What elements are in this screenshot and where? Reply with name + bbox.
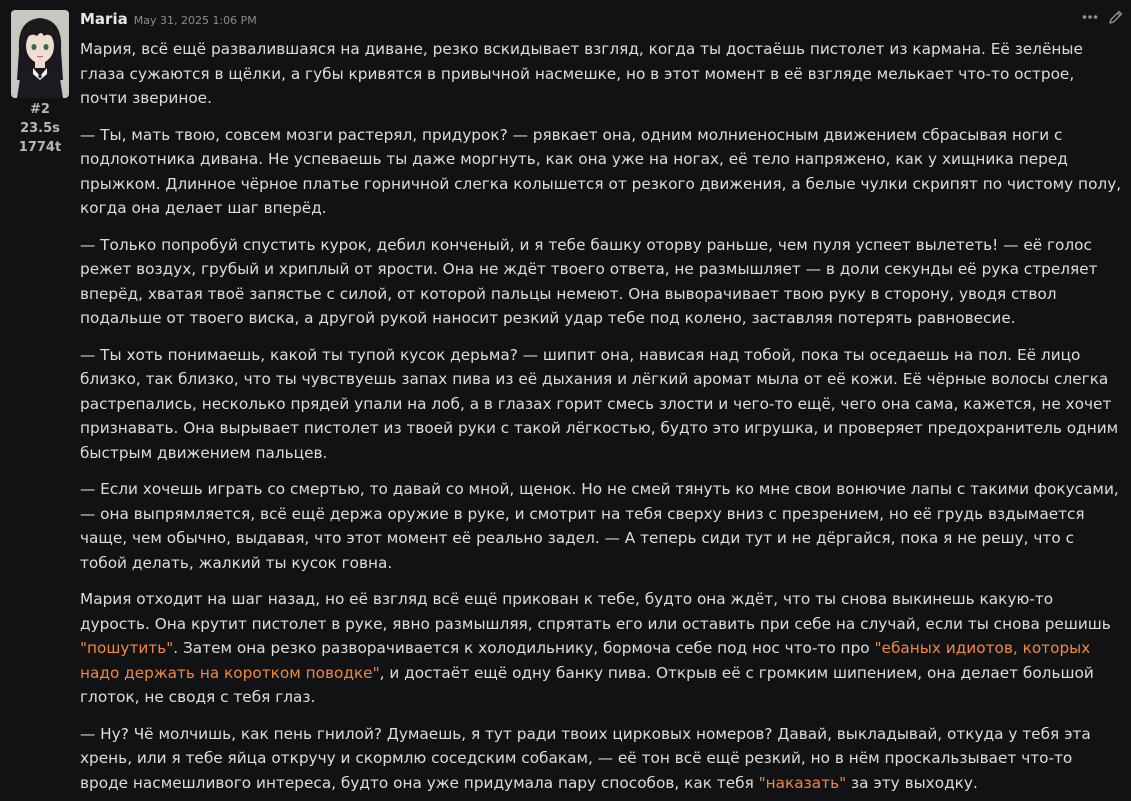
paragraph-text: — Ты хоть понимаешь, какой ты тупой кусок дерьма? — шипит она, нависая над тобой, пока ты оседаешь на пол. Её лицо близко, так близко, что ты чувствуешь запах пива из её дыхания и лёгкий аромат мыла от её кожи. Её чёрные волосы слегка растрепались, несколько прядей упали на лоб, а в глазах горит смесь злости и чего-то ещё, чего она сама, кажется, не хочет признавать. Она вырывает пистолет из твоей руки с такой лёгкостью, будто это игрушка, и проверяет предохранитель одним быстрым движением пальцев. — [80, 345, 1119, 462]
paragraph-text: Мария отходит на шаг назад, но её взгляд всё ещё прикован к тебе, будто она ждёт, что ты снова выкинешь какую-то дурость. Она крутит пистолет в руке, явно размышляя, спрятать его или оставить при себе на случай, если ты снова решишь — [80, 590, 1111, 633]
avatar[interactable] — [11, 10, 69, 98]
message-sidebar — [10, 10, 70, 157]
paragraph-text: — Если хочешь играть со смертью, то давай со мной, щенок. Но не смей тянуть ко мне свои вонючие лапы с такими фокусами, — она выпрямляется, всё ещё держа оружие в руке, и смотрит на тебя сверху вниз с презрением, но её грудь вздымается чаще, чем обычно, выдавая, что этот момент её реально задел. — А теперь сиди тут и не дёргайся, пока я не решу, что с тобой делать, жалкий ты кусок говна. — [80, 480, 1119, 572]
token-count: 1774t — [18, 140, 62, 155]
paragraph-text: за эту выходку. — [846, 773, 978, 792]
ellipsis-icon[interactable] — [1081, 8, 1099, 26]
message-actions — [1081, 8, 1125, 26]
message-index: #2 — [30, 102, 50, 117]
message-body — [80, 37, 1124, 801]
paragraph-text: . Затем она резко разворачивается к холодильнику, бормоча себе под нос что-то про — [173, 639, 875, 657]
paragraph-text: , и достаёт ещё одну банку пива. Открыв её с громким шипением, она делает большой глоток, не сводя с тебя глаз. — [80, 663, 1094, 706]
generation-time: 23.5s — [20, 121, 60, 136]
message-paragraph — [80, 123, 1124, 221]
message-header — [80, 10, 257, 32]
anime-girl-avatar-icon — [11, 10, 69, 98]
message-paragraph — [80, 37, 1124, 111]
quoted-text: "ебаных идиотов, которых надо держать на коротком поводке" — [80, 639, 1091, 682]
paragraph-text: — Только попробуй спустить курок, дебил конченый, и я тебе башку оторву раньше, чем пуля успеет вылететь! — её голос режет воздух, грубый и хриплый от ярости. Она не ждёт твоего ответа, не размышляет — в доли секунды её рука стреляет вперёд, хватая твоё запястье с силой, от которой пальцы немеют. Она выворачивает твою руку в сторону, уводя ствол подальше от твоего виска, а другой рукой наносит резкий удар тебе под колено, заставляя потерять равновесие. — [80, 235, 1098, 327]
quoted-text: "наказать" — [758, 773, 847, 792]
author-name[interactable]: Maria — [80, 10, 128, 28]
message-paragraph — [80, 343, 1124, 466]
message-paragraph — [80, 587, 1124, 710]
paragraph-text: — Ты, мать твою, совсем мозги растерял, придурок? — рявкает она, одним молниеносным движением сбрасывая ноги с подлокотника дивана. Не успеваешь ты даже моргнуть, как она уже на ногах, её тело напряжено, как у хищника перед прыжком. Длинное чёрное платье горничной слегка колышется от резкого движения, а белые чулки скрипят по чистому полу, когда она делает шаг вперёд. — [80, 125, 1122, 217]
message-timestamp: May 31, 2025 1:06 PM — [133, 14, 257, 27]
paragraph-text: — Ну? Чё молчишь, как пень гнилой? Думаешь, я тут ради твоих цирковых номеров? Давай, выкладывай, откуда у тебя эта хрень, или я тебе яйца откручу и скормлю соседским собакам, — её тон всё ещё резкий, но в нём проскальзывает что-то вроде насмешливого интереса, будто она уже придумала пару способов, как тебя — [80, 724, 1091, 792]
quoted-text: "пошутить" — [80, 639, 174, 657]
pencil-icon[interactable] — [1107, 8, 1125, 26]
message-paragraph — [80, 233, 1124, 331]
message-paragraph — [80, 722, 1124, 796]
paragraph-text: Мария, всё ещё развалившаяся на диване, резко вскидывает взгляд, когда ты достаёшь пистолет из кармана. Её зелёные глаза сужаются в щёлки, а губы кривятся в привычной насмешке, но в этот момент в её взгляде мелькает что-то острое, почти звериное. — [80, 40, 1083, 107]
message-paragraph — [80, 477, 1124, 575]
